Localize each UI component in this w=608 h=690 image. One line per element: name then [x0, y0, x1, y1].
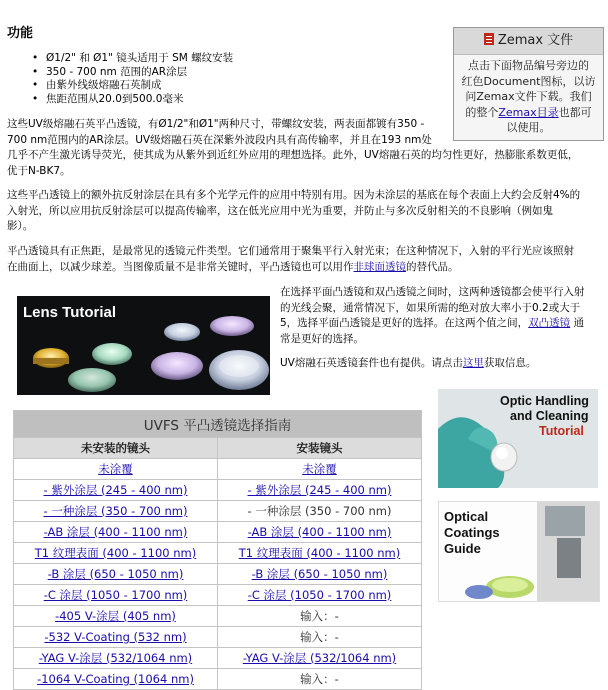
coating-link[interactable]: T1 纹理表面 (400 - 1100 nm): [34, 546, 197, 560]
coating-link[interactable]: -B 涂层 (650 - 1050 nm): [251, 567, 388, 581]
description-paragraph-3: 平凸透镜具有正焦距，是最常见的透镜元件类型。它们通常用于聚集平行入射光束；在这种情况下，入射的平行光应该照射 在曲面上，以减少球差。当图像质量不是非常关键时，平凸透镜也可以用作非球面透镜的替代品。: [7, 245, 574, 273]
table-row: [14, 627, 422, 648]
unmounted-lens-cell: [14, 606, 218, 627]
table-row: [14, 606, 422, 627]
table-row: [14, 459, 422, 480]
coating-link[interactable]: -YAG V-涂层 (532/1064 nm): [242, 651, 397, 665]
mounted-lens-cell: [218, 648, 422, 669]
table-header-mounted: 安装镜头: [218, 438, 422, 459]
mounted-lens-cell: 输入：-: [218, 627, 422, 648]
mounted-lens-cell: [218, 480, 422, 501]
mounted-lens-cell: - 一种涂层 (350 - 700 nm): [218, 501, 422, 522]
table-row: [14, 501, 422, 522]
zemax-text-line: 以使用。: [506, 121, 551, 134]
optical-coatings-title: Optical Coatings Guide: [444, 509, 500, 556]
feature-item: • Ø1/2" 和 Ø1" 镜头适用于 SM 螺纹安装: [30, 52, 233, 66]
zemax-text-line: 点击下面物品编号旁边的: [468, 59, 589, 72]
unmounted-lens-cell: [14, 480, 218, 501]
zemax-text-line: 问Zemax文件下载。我们: [465, 90, 592, 103]
coating-link[interactable]: -AB 涂层 (400 - 1100 nm): [43, 525, 188, 539]
optic-handling-tutorial-banner[interactable]: [438, 389, 598, 488]
lens-kit-note: UV熔融石英透镜套件也有提供。请点击这里获取信息。: [280, 357, 537, 369]
mounted-lens-cell: [218, 564, 422, 585]
unmounted-lens-cell: [14, 669, 218, 690]
zemax-box-header: [454, 28, 603, 55]
feature-item: • 由紫外线级熔融石英制成: [30, 79, 233, 93]
lens-kit-link[interactable]: 这里: [462, 357, 484, 369]
unmounted-lens-cell: [14, 501, 218, 522]
optical-coatings-guide-banner[interactable]: [438, 501, 600, 602]
table-row: [14, 669, 422, 690]
coating-link[interactable]: T1 纹理表面 (400 - 1100 nm): [238, 546, 401, 560]
zemax-catalog-link[interactable]: Zemax目录: [498, 105, 559, 119]
coating-link[interactable]: -C 涂层 (1050 - 1700 nm): [43, 588, 188, 602]
table-header-unmounted: 未安装的镜头: [14, 438, 218, 459]
unmounted-lens-cell: [14, 585, 218, 606]
aspheric-lens-link[interactable]: 非球面透镜: [353, 260, 406, 273]
feature-list: [30, 52, 233, 106]
coating-link[interactable]: -405 V-涂层 (405 nm): [55, 609, 176, 623]
document-icon: [484, 33, 494, 45]
features-heading: 功能: [7, 26, 34, 41]
mounted-lens-cell: [218, 459, 422, 480]
unmounted-lens-cell: [14, 648, 218, 669]
lens-tutorial-banner[interactable]: [17, 296, 270, 395]
description-paragraph-4: 在选择平面凸透镜和双凸透镜之间时，这两种透镜都会使平行入射 的光线会聚，通常情况下，如果所需的绝对放大率小于0.2或大于 5，选择平面凸透镜是更好的选择。在这两个值之间，双凸透镜 通 常是更好的选择。: [280, 286, 585, 345]
table-caption: UVFS 平凸透镜选择指南: [14, 411, 422, 438]
description-paragraph-2: 这些平凸透镜上的额外抗反射涂层在具有多个光学元件的应用中特别有用。因为未涂层的基底在每个表面上大约会反射4%的 入射光，所以应用抗反射涂层可以提高传输率，这在低光应用中光为重要，并防止与多次反射相关的不良影响（例如鬼 影）。: [7, 189, 581, 232]
table-row: [14, 480, 422, 501]
table-row: [14, 564, 422, 585]
table-row: [14, 585, 422, 606]
table-row: [14, 648, 422, 669]
feature-item: • 焦距范围从20.0到500.0毫米: [30, 93, 233, 107]
lens-tutorial-title: Lens Tutorial: [23, 304, 117, 321]
coating-link[interactable]: - 紫外涂层 (245 - 400 nm): [247, 483, 392, 497]
unmounted-lens-cell: [14, 627, 218, 648]
coating-link[interactable]: -1064 V-Coating (1064 nm): [37, 672, 194, 686]
coating-link[interactable]: -B 涂层 (650 - 1050 nm): [47, 567, 184, 581]
coating-link[interactable]: -YAG V-涂层 (532/1064 nm): [38, 651, 193, 665]
coating-link[interactable]: -532 V-Coating (532 nm): [44, 630, 187, 644]
coating-link[interactable]: - 紫外涂层 (245 - 400 nm): [43, 483, 188, 497]
table-body: [14, 459, 422, 690]
unmounted-lens-cell: [14, 564, 218, 585]
coating-link[interactable]: -AB 涂层 (400 - 1100 nm): [247, 525, 392, 539]
zemax-box-title: Zemax 文件: [497, 33, 574, 48]
coating-link[interactable]: -C 涂层 (1050 - 1700 nm): [247, 588, 392, 602]
zemax-text-line: 的整个Zemax目录也都可: [465, 105, 592, 119]
mounted-lens-cell: [218, 585, 422, 606]
coating-link[interactable]: - 一种涂层 (350 - 700 nm): [43, 504, 188, 518]
biconvex-lens-link[interactable]: 双凸透镜: [528, 317, 571, 329]
optic-handling-title: Optic Handling and Cleaning Tutorial: [500, 394, 589, 438]
coating-link[interactable]: 未涂覆: [98, 462, 133, 476]
coating-link[interactable]: 未涂覆: [302, 462, 337, 476]
mounted-lens-cell: [218, 522, 422, 543]
table-row: [14, 543, 422, 564]
description-paragraph-1: 这些UV级熔融石英平凸透镜，有Ø1/2"和Ø1"两种尺寸，带螺纹安装，两表面都镀有350 - 700 nm范围内的AR涂层。UV级熔融石英在深紫外波段内具有高传输率，并且在193 nm处 几乎不产生激光诱导荧光，使其成为从紫外到近红外应用的理想选择。此外，UV熔融石英的均匀性更好，热膨胀系数更低， 优于N-BK7。: [7, 118, 579, 177]
selection-guide-table: [13, 410, 422, 690]
mounted-lens-cell: [218, 543, 422, 564]
mounted-lens-cell: 输入：-: [218, 669, 422, 690]
zemax-text-line: 红色Document图标，以访: [461, 74, 596, 88]
mounted-lens-cell: 输入：-: [218, 606, 422, 627]
unmounted-lens-cell: [14, 459, 218, 480]
table-row: [14, 522, 422, 543]
feature-item: • 350 - 700 nm 范围的AR涂层: [30, 66, 233, 80]
unmounted-lens-cell: [14, 543, 218, 564]
unmounted-lens-cell: [14, 522, 218, 543]
